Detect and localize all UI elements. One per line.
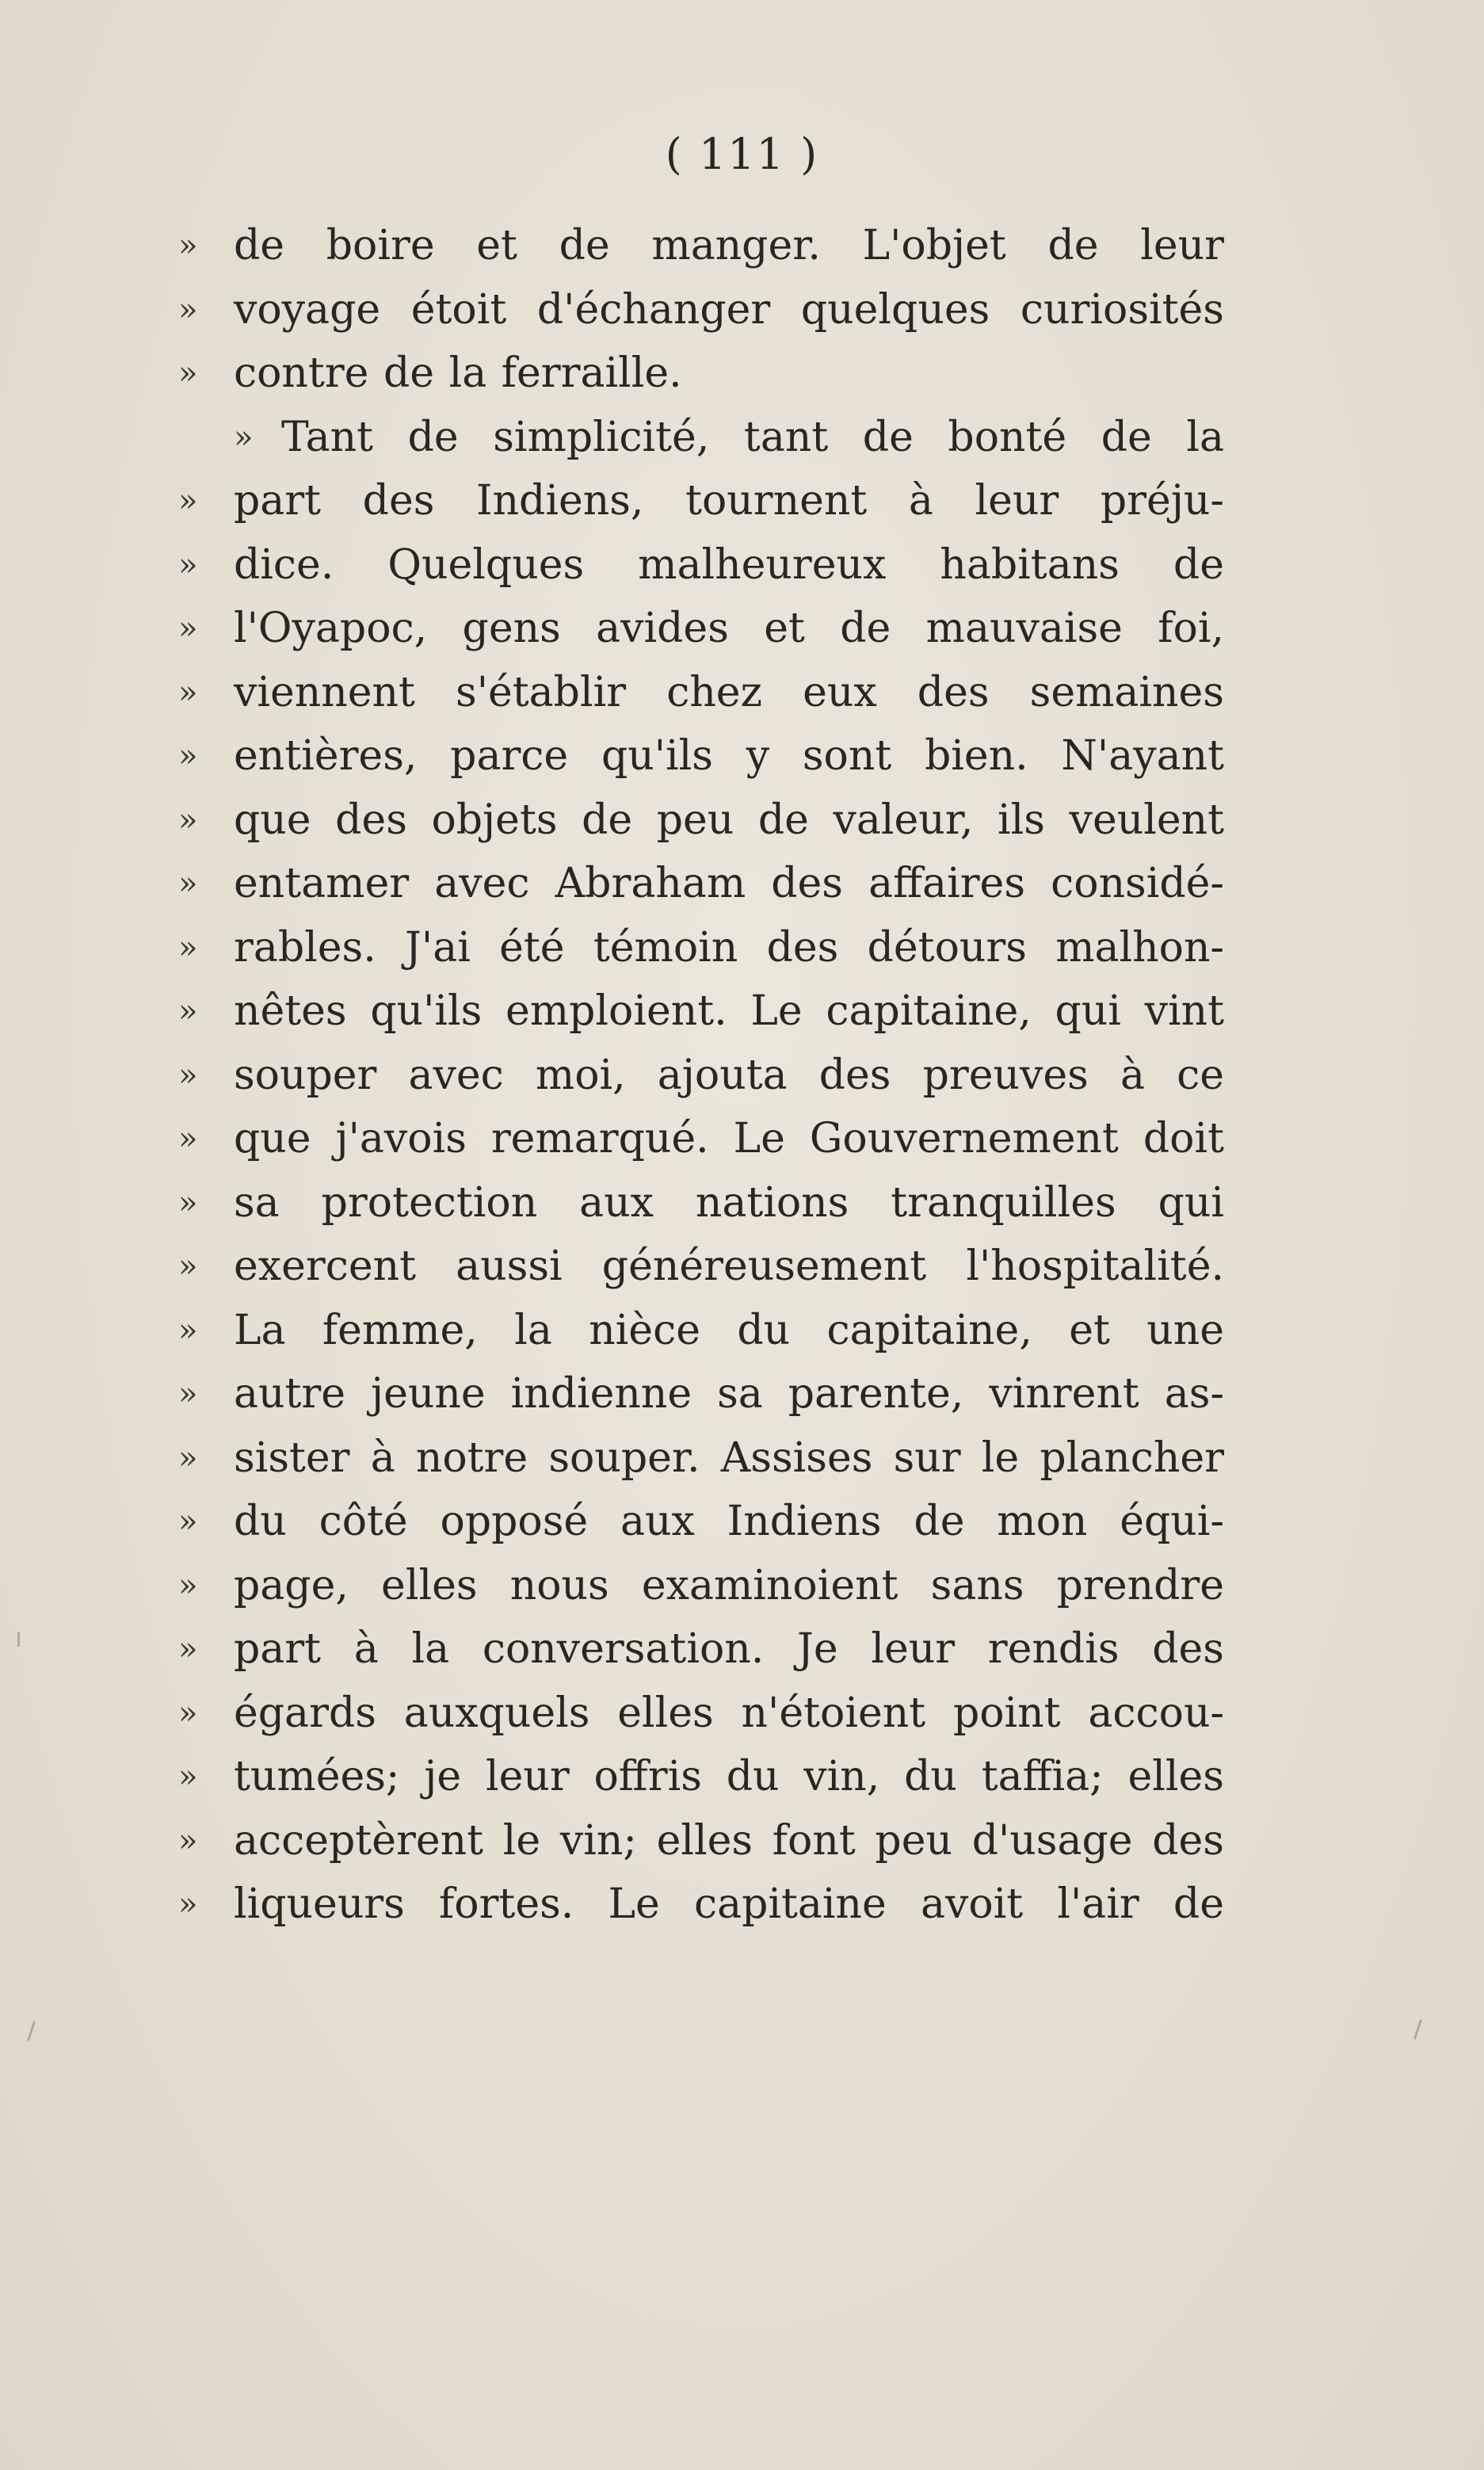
guillemet: »	[178, 1184, 198, 1221]
page-number: ( 111 )	[665, 129, 819, 179]
guillemet: »	[178, 674, 198, 711]
line-text: rables. J'ai été témoin des détours malhon-	[234, 923, 1224, 972]
line-text: souper avec moi, ajouta des preuves à ce	[234, 1051, 1224, 1099]
text-line	[178, 1873, 1224, 1937]
line-text: l'Oyapoc, gens avides et de mauvaise foi,	[234, 605, 1224, 652]
line-text: acceptèrent le vin; elles font peu d'usage des	[234, 1816, 1224, 1865]
guillemet: »	[178, 546, 198, 583]
line-text: tumées; je leur offris du vin, du taffia; elles	[234, 1753, 1224, 1800]
line-text: exercent aussi généreusement l'hospitalité.	[234, 1243, 1224, 1290]
text-line	[178, 1235, 1224, 1299]
guillemet: »	[234, 418, 254, 456]
guillemet: »	[178, 1694, 198, 1731]
guillemet: »	[178, 355, 198, 391]
text-line	[178, 1554, 1224, 1618]
guillemet: »	[178, 1376, 198, 1412]
guillemet: »	[178, 738, 198, 774]
text-line	[178, 1617, 1224, 1682]
text-line	[178, 214, 1224, 278]
text-line	[178, 1044, 1224, 1108]
line-text: Tant de simplicité, tant de bonté de la	[281, 413, 1224, 461]
line-text: égards auxquels elles n'étoient point accou-	[234, 1689, 1224, 1737]
paper-mark	[1413, 2019, 1422, 2040]
guillemet: »	[178, 1120, 198, 1157]
text-line	[178, 979, 1224, 1044]
guillemet: »	[178, 1248, 198, 1285]
text-line	[178, 406, 1224, 470]
text-line	[178, 1809, 1224, 1873]
text-line	[178, 278, 1224, 342]
guillemet: »	[178, 1056, 198, 1094]
line-text: La femme, la nièce du capitaine, et une	[234, 1306, 1224, 1354]
text-line	[178, 1171, 1224, 1235]
text-block	[178, 214, 1224, 1937]
line-text: entières, parce qu'ils y sont bien. N'ayant	[234, 732, 1224, 780]
guillemet: »	[178, 291, 198, 328]
text-line	[178, 469, 1224, 533]
line-text: sister à notre souper. Assises sur le plancher	[234, 1434, 1224, 1482]
line-text: liqueurs fortes. Le capitaine avoit l'air de	[234, 1880, 1224, 1928]
line-text: voyage étoit d'échanger quelques curiosités	[234, 285, 1224, 334]
line-text: autre jeune indienne sa parente, vinrent as-	[234, 1370, 1224, 1418]
line-text: dice. Quelques malheureux habitans de	[234, 540, 1224, 589]
text-line	[178, 1426, 1224, 1491]
text-line	[178, 661, 1224, 725]
line-text: sa protection aux nations tranquilles qui	[234, 1178, 1224, 1227]
text-line	[178, 533, 1224, 597]
guillemet: »	[178, 929, 198, 966]
line-text: que j'avois remarqué. Le Gouvernement doit	[234, 1115, 1224, 1162]
line-text: de boire et de manger. L'objet de leur	[234, 222, 1224, 269]
text-line	[178, 1682, 1224, 1746]
line-text: entamer avec Abraham des affaires considé-	[234, 860, 1224, 907]
guillemet: »	[178, 1758, 198, 1795]
text-line	[178, 724, 1224, 788]
guillemet: »	[178, 1631, 198, 1667]
text-line	[178, 597, 1224, 661]
text-line	[178, 852, 1224, 916]
line-text: du côté opposé aux Indiens de mon équi-	[234, 1498, 1224, 1545]
guillemet: »	[178, 1439, 198, 1476]
guillemet: »	[178, 1822, 198, 1859]
guillemet: »	[178, 1567, 198, 1604]
paper-mark	[17, 1632, 20, 1647]
text-line	[178, 1745, 1224, 1809]
line-text: viennent s'établir chez eux des semaines	[234, 668, 1224, 716]
guillemet: »	[178, 1311, 198, 1349]
line-text: part des Indiens, tournent à leur préju-	[234, 477, 1224, 525]
line-text: que des objets de peu de valeur, ils veulent	[234, 796, 1224, 844]
line-text: page, elles nous examinoient sans prendre	[234, 1561, 1224, 1609]
line-text: nêtes qu'ils emploient. Le capitaine, qui vint	[234, 987, 1224, 1035]
guillemet: »	[178, 610, 198, 647]
guillemet: »	[178, 801, 198, 838]
text-line	[178, 1107, 1224, 1171]
guillemet: »	[178, 1503, 198, 1540]
text-line	[178, 1362, 1224, 1426]
guillemet: »	[178, 993, 198, 1029]
line-text: part à la conversation. Je leur rendis des	[234, 1625, 1224, 1673]
text-line	[178, 1490, 1224, 1554]
guillemet: »	[178, 227, 198, 264]
paper-mark	[27, 2021, 36, 2041]
line-text: contre de la ferraille.	[234, 349, 682, 397]
text-line	[178, 342, 1224, 406]
text-line	[178, 1299, 1224, 1363]
guillemet: »	[178, 1886, 198, 1922]
guillemet: »	[178, 865, 198, 902]
text-line	[178, 788, 1224, 853]
text-line	[178, 916, 1224, 980]
guillemet: »	[178, 483, 198, 519]
